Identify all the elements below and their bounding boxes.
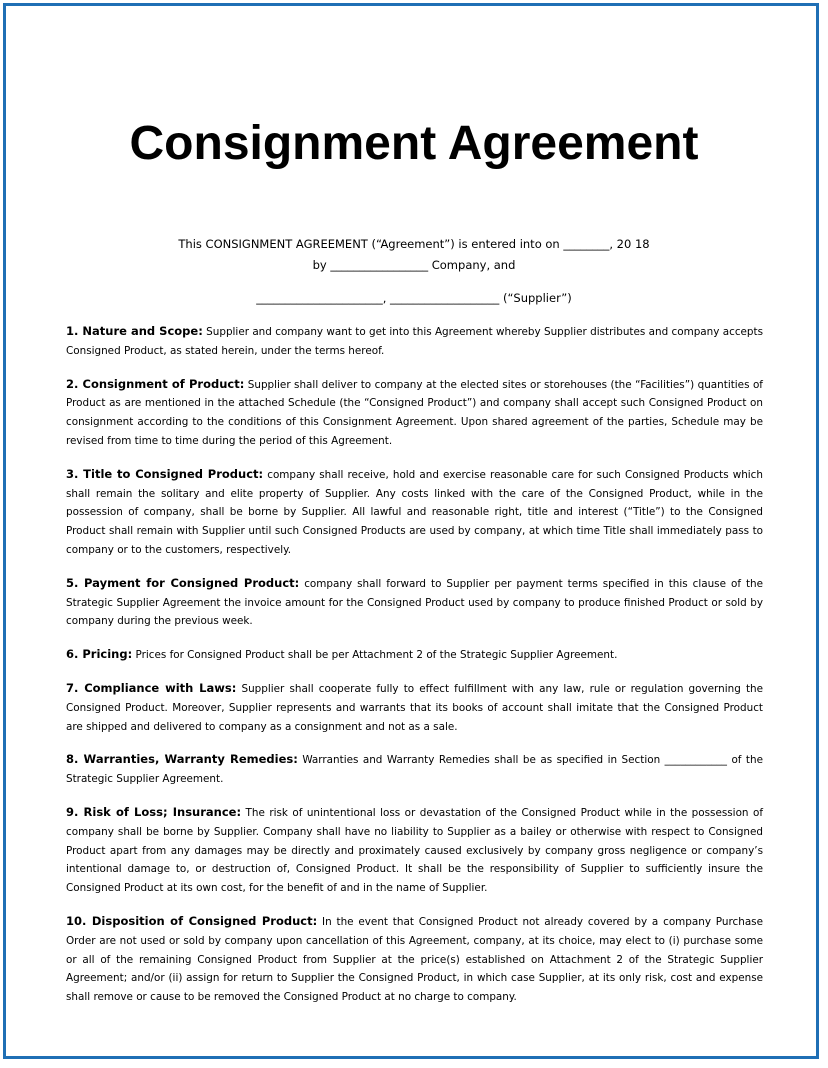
clause-body: In the event that Consigned Product not already covered by a company Purchase Order are not used or sold by company upon cancellation of this Agreement, company, at its choice, may elect to (i) purchase some or all of the remaining Consigned Product from Supplier at the price(s) established on Attachment 2 of the Strategic Supplier Agreement; and/or (ii) assign for return to Supplier the Consigned Product, in which case Supplier, at its only risk, cost and expense shall remove or cause to be removed the Consigned Product at no charge to company. xyxy=(66,915,763,1004)
clause-warranties xyxy=(66,750,763,789)
clause-heading: 6. Pricing: xyxy=(66,647,133,662)
clause-body: Warranties and Warranty Remedies shall be as specified in Section ____________ of the Strategic Supplier Agreement. xyxy=(66,754,763,786)
clause-nature-and-scope xyxy=(66,322,763,361)
clauses-section xyxy=(66,322,763,1021)
clause-title-to-consigned-product xyxy=(66,465,763,560)
clause-heading: 1. Nature and Scope: xyxy=(66,324,203,338)
clause-body: company shall receive, hold and exercise reasonable care for such Consigned Products which shall remain the solitary and elite property of Supplier. Any costs linked with the care of the Consigned Product, while in the possession of company, shall be borne by Supplier. All lawful and reasonable right, title and interest (“Title”) to the Consigned Product shall remain with Supplier until such Consigned Products are used by company, at which time Title shall immediately pass to company or to the customers, respectively. xyxy=(66,468,763,556)
clause-heading: 9. Risk of Loss; Insurance: xyxy=(66,804,242,819)
clause-pricing xyxy=(66,645,763,665)
clause-heading: 2. Consignment of Product: xyxy=(66,376,245,391)
clause-body: Supplier shall cooperate fully to effect fulfillment with any law, rule or regulation governing the Consigned Product. Moreover, Supplier represents and warrants that its books of account shall imitate that the Consigned Product are shipped and delivered to company as a consignment and not as a sale. xyxy=(66,682,763,733)
clause-heading: 5. Payment for Consigned Product: xyxy=(66,575,300,590)
clause-heading: 7. Compliance with Laws: xyxy=(66,680,237,695)
clause-heading: 3. Title to Consigned Product: xyxy=(66,466,264,481)
clause-heading: 10. Disposition of Consigned Product: xyxy=(66,913,318,928)
clause-body: The risk of unintentional loss or devastation of the Consigned Product while in the possession of company shall be borne by Supplier. Company shall have no liability to Supplier as a bailey or otherwise with respect to Consigned Product apart from any damages may be directly and proximately caused exclusively by company gross negligence or company’s intentional damage to, or destruction of, Consigned Product. It shall be the responsibility of Supplier to sufficiently insure the Consigned Product at its own cost, for the benefit of and in the name of Supplier. xyxy=(66,806,763,895)
clause-body: Prices for Consigned Product shall be per Attachment 2 of the Strategic Supplier Agreement. xyxy=(135,649,618,662)
intro-line-2: by _________________ Company, and xyxy=(312,258,516,272)
clause-consignment-of-product xyxy=(66,375,763,451)
document-title: Consignment Agreement xyxy=(129,117,699,170)
intro-line-3: ______________________, ___________________ (“Supplier”) xyxy=(256,291,572,305)
clause-risk-of-loss xyxy=(66,803,763,898)
clause-heading: 8. Warranties, Warranty Remedies: xyxy=(66,752,298,767)
clause-compliance-with-laws xyxy=(66,679,763,736)
clause-body: Supplier shall deliver to company at the elected sites or storehouses (the “Facilities”) quantities of Product as are mentioned in the attached Schedule (the “Consigned Product”) and company shall accept such Consigned Product on consignment according to the conditions of this Consignment Agreement. Upon shared agreement of the parties, Schedule may be revised from time to time during the period of this Agreement. xyxy=(66,378,763,447)
clause-disposition xyxy=(66,912,763,1007)
intro-line-1: This CONSIGNMENT AGREEMENT (“Agreement”) is entered into on ________, 20 18 xyxy=(178,237,650,251)
clause-payment xyxy=(66,574,763,631)
clause-body: Supplier and company want to get into this Agreement whereby Supplier distributes and company accepts Consigned Product, as stated herein, under the terms hereof. xyxy=(66,326,764,357)
clause-body: company shall forward to Supplier per payment terms specified in this clause of the Strategic Supplier Agreement the invoice amount for the Consigned Product used by company to produce finished Product or sold by company during the previous week. xyxy=(66,577,764,628)
